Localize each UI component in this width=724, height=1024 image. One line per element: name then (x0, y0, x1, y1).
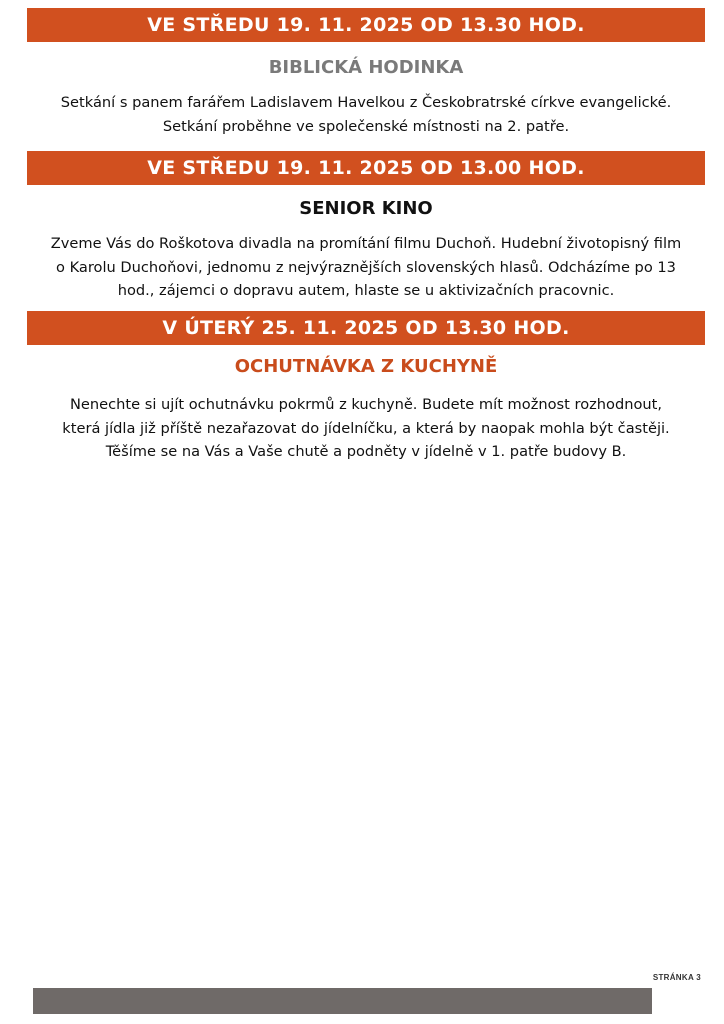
description-line: Zveme Vás do Roškotova divadla na promítání filmu Duchoň. Hudební životopisný film (50, 235, 682, 252)
description-line: o Karolu Duchoňovi, jednomu z nejvýraznějších slovenských hlasů. Odcházíme po 13 (56, 258, 676, 276)
event-title: OCHUTNÁVKA Z KUCHYNĚ (234, 356, 498, 377)
event-date-banner: VE STŘEDU 19. 11. 2025 OD 13.30 HOD. (27, 8, 705, 42)
event-description (27, 393, 705, 464)
description-line: Nenechte si ujít ochutnávku pokrmů z kuchyně. Budete mít možnost rozhodnout, (69, 396, 663, 413)
description-line: Těšíme se na Vás a Vaše chutě a podněty v jídelně v 1. patře budovy B. (105, 443, 627, 460)
event-date-banner: V ÚTERÝ 25. 11. 2025 OD 13.30 HOD. (27, 311, 705, 345)
description-line: Setkání s panem farářem Ladislavem Havelkou z Českobratrské církve evangelické. (60, 94, 672, 111)
event-title: SENIOR KINO (299, 198, 433, 219)
footer-bar (33, 988, 652, 1014)
event-date-banner: VE STŘEDU 19. 11. 2025 OD 13.00 HOD. (27, 151, 705, 185)
description-line: Setkání proběhne ve společenské místnosti na 2. patře. (162, 117, 570, 135)
event-description (27, 91, 705, 138)
event-title: BIBLICKÁ HODINKA (268, 57, 464, 78)
event-description (27, 232, 705, 303)
page-number: STRÁNKA 3 (652, 973, 701, 982)
description-line: hod., zájemci o dopravu autem, hlaste se u aktivizačních pracovnic. (117, 282, 615, 299)
description-line: která jídla již příště nezařazovat do jídelníčku, a která by naopak mohla být častěji. (62, 419, 670, 437)
